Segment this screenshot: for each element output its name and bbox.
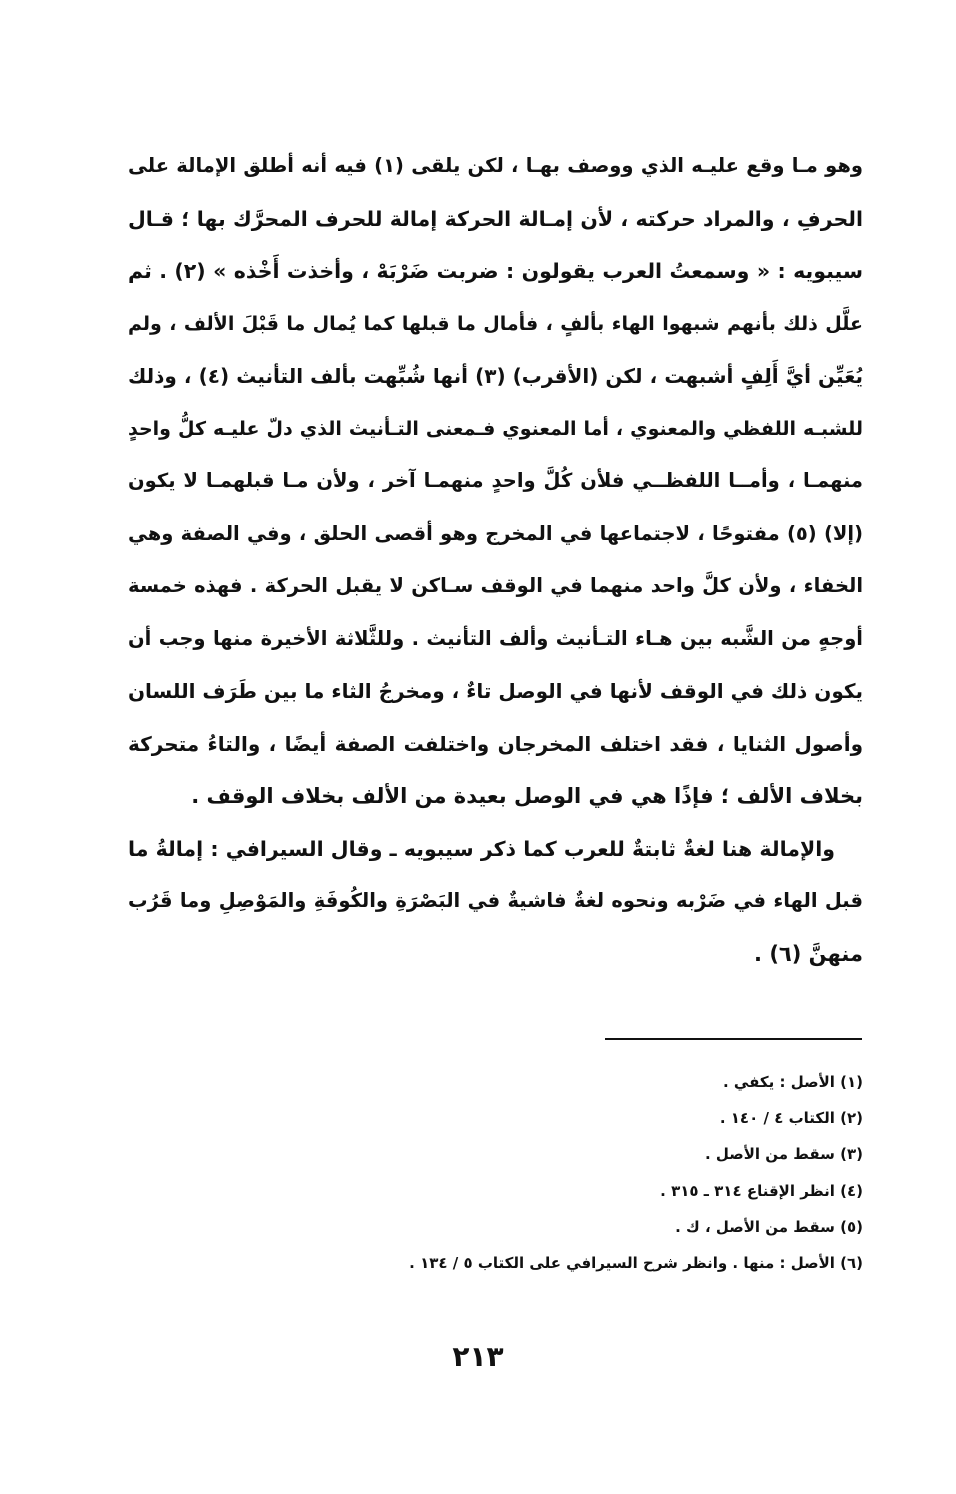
text-line: سيبويه : « وسمعتُ العرب يقولون : ضربت ضَرْبَهْ ، وأخذت أَخْذه » (٢) . ثم — [128, 259, 863, 283]
footnote: (١) الأصل : يكفي . — [723, 1073, 863, 1091]
text-line: يُعَيِّن أيَّ أَلِفٍ أشبهت ، لكن (الأقرب) (٣) أنها شُبِّهت بألف التأنيث (٤) ، وذلك — [128, 364, 863, 388]
footnote: (٥) سقط من الأصل ، ك . — [675, 1217, 863, 1236]
text-line: الخفاء ، ولأن كلَّ واحد منهما في الوقف سـاكن لا يقبل الحركة . فهذه خمسة — [128, 574, 863, 597]
footnote: (٦) الأصل : منها . وانظر شرح السيرافي على الكتاب ٥ / ١٣٤ . — [409, 1253, 863, 1272]
text-line: علَّل ذلك بأنهم شبهوا الهاء بألفٍ ، فأمال ما قبلها كما يُمال ما قَبْلَ الألف ، ولم — [128, 312, 863, 335]
page-number: ٢١٣ — [452, 1340, 504, 1373]
footnote: (٤) انظر الإقناع ٣١٤ ـ ٣١٥ . — [660, 1181, 863, 1200]
text-line: وهو مـا وقع عليـه الذي ووصف بهـا ، لكن يلقى (١) فيه أنه أطلق الإمالة على — [128, 154, 863, 177]
main-text — [128, 140, 863, 980]
text-line: أوجهٍ من الشَّبه بين هـاء التـأنيث وألف التأنيث . وللثَّلاثة الأخيرة منها وجب أن — [128, 626, 863, 650]
text-line: وأصول الثنايا ، فقد اختلف المخرجان واختلفت الصفة أيضًا ، والتاءُ متحركة — [128, 731, 863, 756]
text-line: يكون ذلك في الوقف لأنها في الوصل تاءٌ ، ومخرجُ الثاء ما بين طَرَف اللسان — [128, 679, 863, 703]
text-line: الحرفِ ، والمراد حركته ، لأن إمـالة الحركة إمالة للحرف المحرَّك بها ؛ قـال — [128, 206, 863, 231]
footnotes — [300, 1064, 863, 1281]
text-line: للشبـه اللفظي والمعنوي ، أما المعنوي فـمعنى التـأنيث الذي دلّ عليـه كلُّ واحدٍ — [128, 417, 863, 440]
text-line: قبل الهاء في ضَرْبه ونحوه لغةٌ فاشيةٌ في البَصْرَةِ والكُوفَةِ والمَوْصِلِ وما قَرُب — [128, 889, 863, 912]
text-line: منهمـا ، وأمــا اللفظــي فلأن كُلَّ واحدٍ منهمـا آخر ، ولأن مـا قبلهمـا لا يكون — [128, 469, 863, 492]
text-line: بخلاف الألف ؛ فإذًا هي في الوصل بعيدة من الألف بخلاف الوقف . — [191, 784, 863, 808]
footnote: (٣) سقط من الأصل . — [704, 1145, 863, 1164]
footnote: (٢) الكتاب ٤ / ١٤٠ . — [719, 1109, 863, 1128]
text-line: والإمالة هنا لغةٌ ثابتةٌ للعرب كما ذكر سيبويه ـ وقال السيرافي : إمالةُ ما — [128, 836, 835, 861]
footnote-divider — [605, 1038, 862, 1040]
text-line: منهنَّ (٦) . — [754, 941, 863, 966]
text-line: (إلا) (٥) مفتوحًا ، لاجتماعها في المخرج وهو أقصى الحلق ، وفي الصفة وهي — [128, 521, 863, 545]
